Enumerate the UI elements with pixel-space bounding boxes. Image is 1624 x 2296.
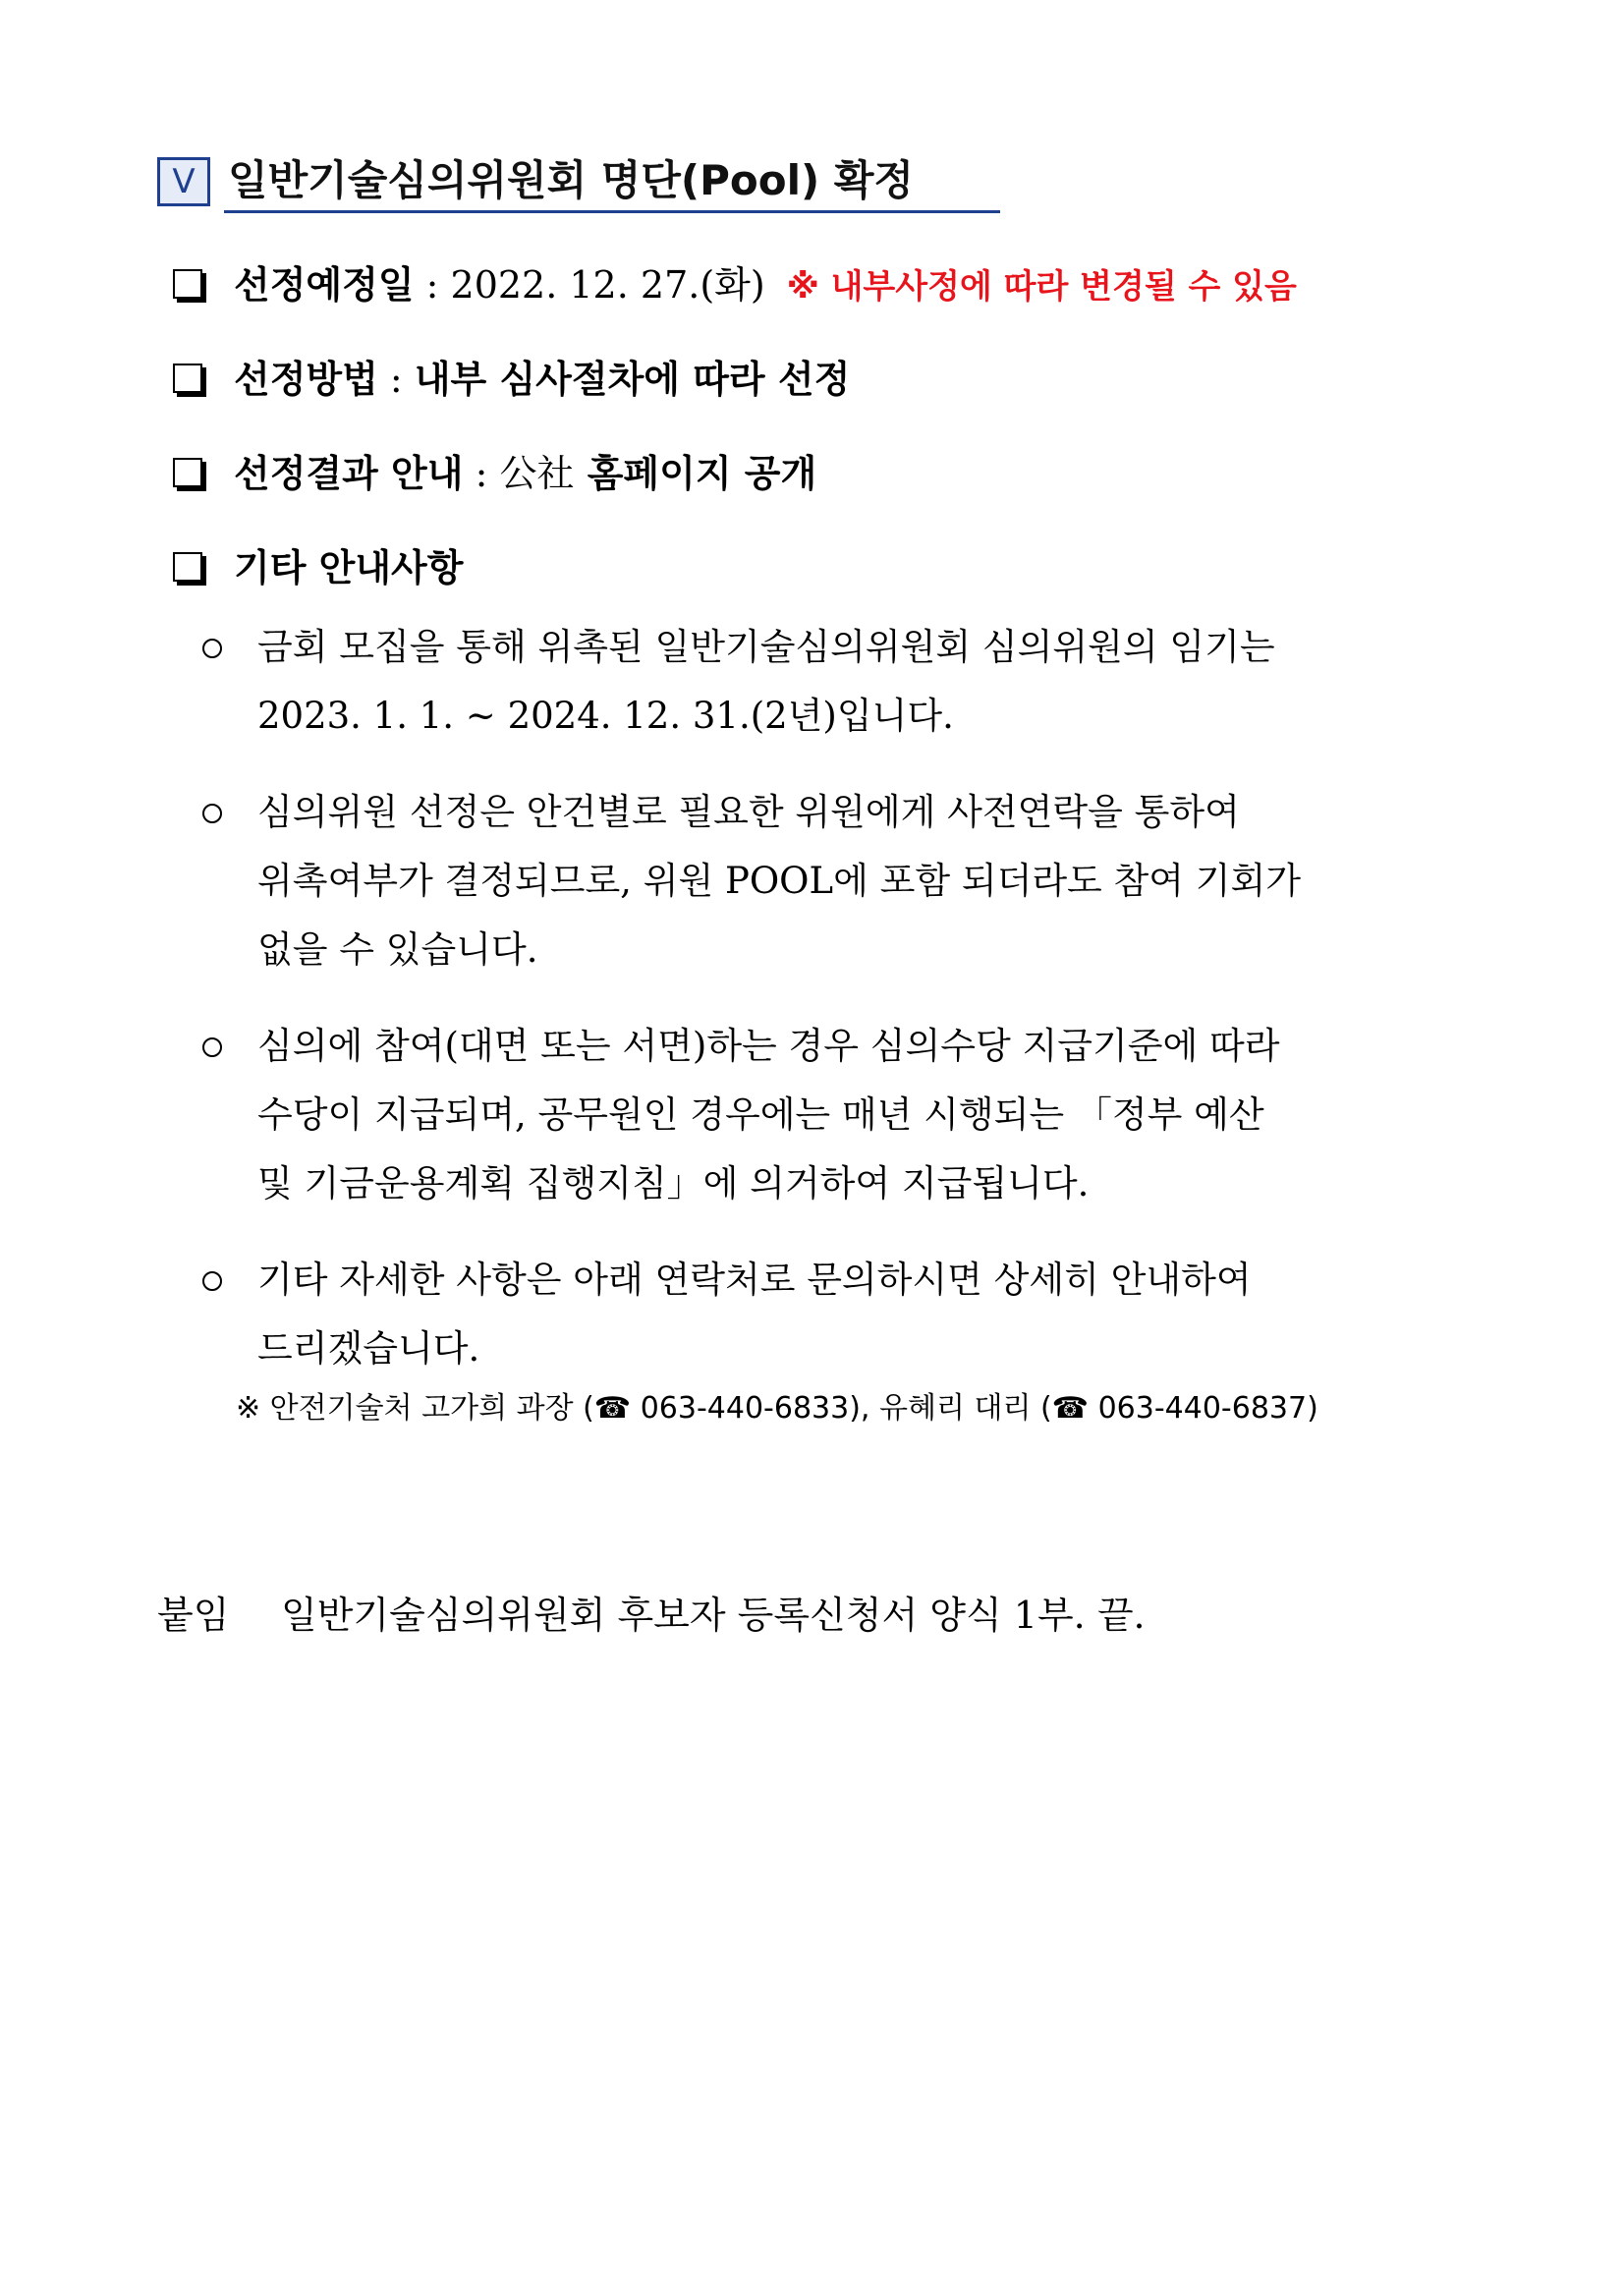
item-value: 홈페이지 공개 [574,452,817,495]
circle-bullet-icon [202,1271,222,1291]
section-heading [157,155,1002,214]
checkbox-icon [173,269,202,299]
checkbox-icon [173,364,202,393]
section-underline [224,210,1000,213]
item-label: 선정방법 [234,358,378,401]
item-value: 2022. 12. 27.(화) [450,263,765,307]
checkbox-icon [173,458,202,487]
item-label: 선정결과 안내 [234,452,464,495]
attachment-text: 일반기술심의위원회 후보자 등록신청서 양식 1부. 끝. [281,1594,1146,1637]
attachment-label: 붙임 [157,1594,230,1637]
circle-bullet-icon [202,639,222,658]
circle-bullet-icon [202,804,222,823]
attachment-line [157,1592,1146,1639]
item-label: 선정예정일 [234,263,415,307]
item-value: 내부 심사절차에 따라 선정 [414,358,851,401]
section-number-box: Ⅴ [157,157,210,206]
document-page: Ⅴ 일반기술심의위원회 명단(Pool) 확정 선정예정일 : 2022. 12. 27.(화) ※ 내부사정에 따라 변경될 수 있음 선정방법 : 내부 심사절차에 따라 선정 선정결과 안내 : 公社 홈페이지 공개 기타 안내사항 금회 모집을 통해 위촉된 일반기술심의위원회 심의위원의 임기는 2023. 1. 1. ~ 2024. 12. 31.(2년)입니다. 심의위원 선정은 안건별로 필요한 위원에게 사전연락을 통하여 위촉여부가 결정되므로, 위원 POOL에 포함 되더라도 참여 기회가 없을 수 있습니다. 심의에 참여(대면 또는 서면)하는 경우 심의수당 지급기준에 따라 수당이 지급되며, 공무원인 경우에는 매년 시행되는 「정부 예산 및 기금운용계획 집행지침」에 의거하여 지급됩니다. 기타 자세한 사항은 아래 연락처로 문의하시면 상세히 안내하여 드리겠습니다. ※ 안전기술처 고가희 과장 (☎ 063-440-6833), 유혜리 대리 (☎ 063-440-6837) 붙임 일반기술심의위원회 후보자 등록신청서 양식 1부. 끝. [157,156,1318,1637]
checkbox-icon [173,552,202,582]
contact-info: ※ 안전기술처 고가희 과장 (☎ 063-440-6833), 유혜리 대리 (☎ 063-440-6837) [236,1391,1318,1426]
item-label: 기타 안내사항 [234,546,464,589]
item-note: ※ 내부사정에 따라 변경될 수 있음 [786,267,1297,307]
section-title: 일반기술심의위원회 명단(Pool) 확정 [228,156,914,204]
circle-bullet-icon [202,1037,222,1057]
